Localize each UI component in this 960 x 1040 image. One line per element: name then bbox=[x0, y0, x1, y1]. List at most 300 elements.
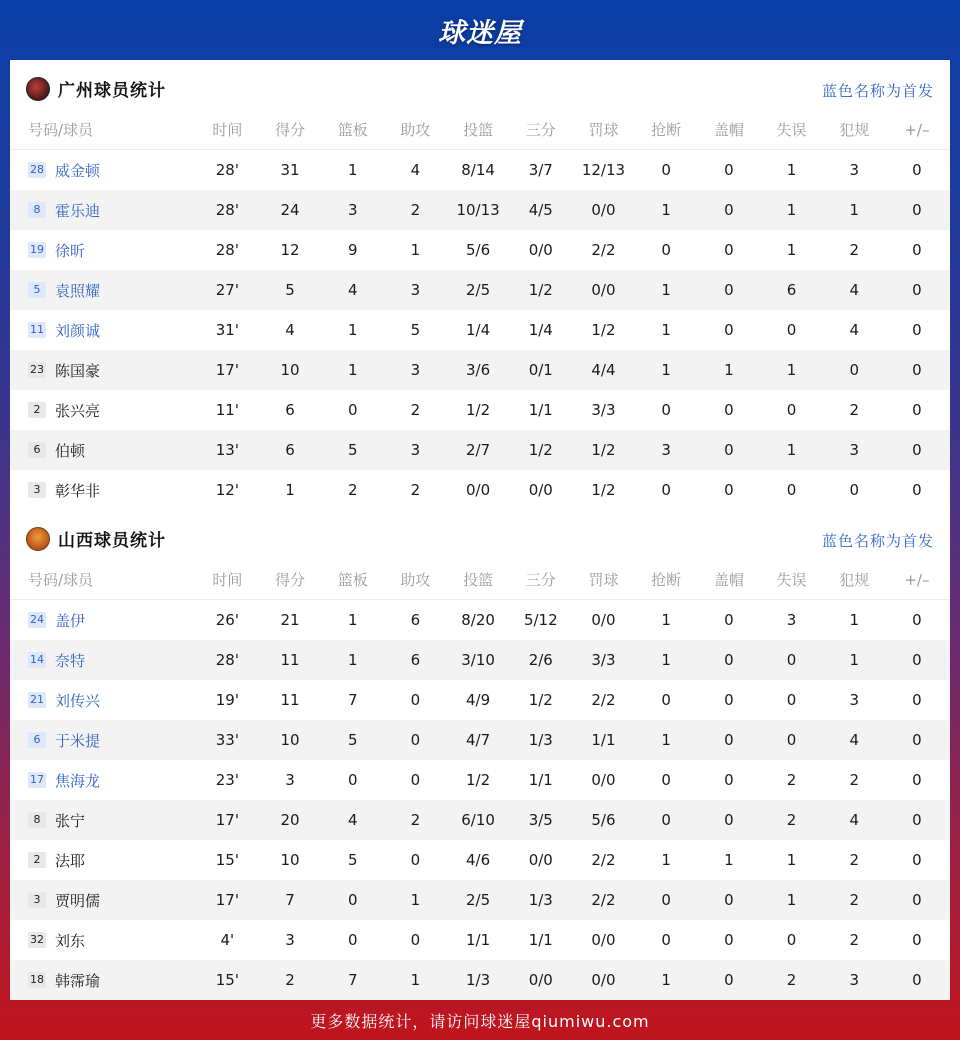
stat-cell: 1 bbox=[285, 481, 295, 499]
stat-cell: 3/3 bbox=[591, 651, 616, 669]
player-cell bbox=[10, 400, 196, 421]
stat-cell: 11' bbox=[215, 401, 239, 419]
stat-cell: 2/5 bbox=[466, 281, 491, 299]
stat-cell: 0 bbox=[912, 161, 922, 179]
player-cell bbox=[10, 850, 196, 871]
stat-cell: 17' bbox=[215, 361, 239, 379]
stat-cell: 7 bbox=[347, 691, 358, 709]
jersey-number: 32 bbox=[30, 933, 44, 946]
stat-cell: 26' bbox=[215, 611, 239, 629]
stat-cell: 1/1 bbox=[528, 931, 553, 949]
stat-cell: 1 bbox=[786, 241, 797, 259]
player-name: 伯顿 bbox=[55, 441, 86, 460]
stat-cell: 4 bbox=[849, 731, 859, 749]
table-header bbox=[10, 110, 950, 150]
stat-cell: 5 bbox=[410, 321, 421, 339]
team-section-guangzhou bbox=[10, 60, 950, 510]
stat-cell: 2/2 bbox=[591, 241, 616, 259]
table-header bbox=[10, 560, 950, 600]
stat-cell: 0 bbox=[912, 441, 922, 459]
stat-cell: 7 bbox=[285, 891, 295, 909]
stat-cell: 1/2 bbox=[528, 441, 553, 459]
stat-cell: 1 bbox=[410, 891, 421, 909]
stat-cell: 0 bbox=[724, 401, 734, 419]
stat-cell: 4/5 bbox=[528, 201, 553, 219]
player-cell[interactable] bbox=[10, 160, 196, 181]
column-header: 抢断 bbox=[651, 571, 682, 589]
player-row bbox=[10, 310, 950, 350]
player-name[interactable]: 盖伊 bbox=[55, 611, 86, 630]
stat-cell: 0 bbox=[912, 651, 922, 669]
player-cell[interactable] bbox=[10, 730, 196, 751]
stat-cell: 0 bbox=[912, 241, 922, 259]
header bbox=[0, 0, 960, 60]
stat-cell: 2 bbox=[410, 811, 421, 829]
column-header: 得分 bbox=[275, 571, 306, 589]
column-header: 号码/球员 bbox=[28, 571, 94, 589]
player-row bbox=[10, 640, 950, 680]
column-header: 抢断 bbox=[651, 121, 682, 139]
stat-cell: 28' bbox=[215, 241, 239, 259]
stat-cell: 1/1 bbox=[591, 731, 616, 749]
stat-cell: 6/10 bbox=[461, 811, 495, 829]
stat-cell: 0 bbox=[912, 611, 922, 629]
player-row bbox=[10, 190, 950, 230]
stat-cell: 2/2 bbox=[591, 851, 616, 869]
column-header: 犯规 bbox=[839, 571, 870, 589]
jersey-number: 11 bbox=[30, 323, 44, 336]
stat-cell: 0 bbox=[786, 321, 797, 339]
jersey-number: 8 bbox=[28, 812, 46, 828]
stat-cell: 12 bbox=[280, 241, 300, 259]
column-header: 三分 bbox=[525, 121, 556, 139]
stat-cell: 19' bbox=[215, 691, 239, 709]
stat-cell: 28' bbox=[215, 651, 239, 669]
stat-cell: 0 bbox=[912, 851, 922, 869]
stat-cell: 0 bbox=[661, 691, 671, 709]
player-row bbox=[10, 430, 950, 470]
stat-cell: 2 bbox=[410, 481, 421, 499]
player-row bbox=[10, 270, 950, 310]
stat-cell: 8/14 bbox=[461, 161, 495, 179]
stat-cell: 3 bbox=[285, 771, 295, 789]
jersey-number: 17 bbox=[30, 773, 44, 786]
stat-cell: 3/6 bbox=[466, 361, 491, 379]
stat-cell: 8/20 bbox=[461, 611, 495, 629]
stat-cell: 1 bbox=[661, 361, 671, 379]
stat-cell: 3/3 bbox=[591, 401, 616, 419]
stat-cell: 0 bbox=[912, 401, 922, 419]
player-cell[interactable] bbox=[10, 280, 196, 301]
team-title: 广州球员统计 bbox=[58, 81, 166, 101]
stat-cell: 3 bbox=[849, 691, 859, 709]
column-header: 助攻 bbox=[400, 121, 431, 139]
stat-cell: 1 bbox=[410, 971, 421, 989]
stat-cell: 3 bbox=[410, 361, 421, 379]
footer-banner[interactable]: 更多数据统计，请访问球迷屋qiumiwu.com bbox=[310, 1011, 650, 1031]
stat-cell: 3 bbox=[410, 281, 421, 299]
stat-cell: 0 bbox=[724, 651, 734, 669]
stat-cell: 3 bbox=[786, 611, 797, 629]
column-header: 三分 bbox=[525, 571, 556, 589]
stat-cell: 0 bbox=[661, 241, 671, 259]
column-header: +/– bbox=[904, 120, 930, 139]
column-header: 失误 bbox=[776, 571, 807, 589]
stat-cell: 0 bbox=[912, 281, 922, 299]
player-name[interactable]: 焦海龙 bbox=[55, 771, 101, 790]
player-name: 韩霈瑜 bbox=[55, 971, 101, 990]
stat-cell: 0 bbox=[724, 771, 734, 789]
team-title: 山西球员统计 bbox=[58, 531, 166, 551]
stat-cell: 0 bbox=[724, 971, 734, 989]
stat-cell: 1/4 bbox=[528, 321, 553, 339]
stats-panel bbox=[10, 60, 950, 1000]
stat-cell: 1 bbox=[661, 321, 671, 339]
stat-cell: 1 bbox=[849, 611, 859, 629]
stat-cell: 6 bbox=[285, 441, 295, 459]
player-row bbox=[10, 800, 950, 840]
stat-cell: 3 bbox=[285, 931, 295, 949]
stat-cell: 2 bbox=[786, 971, 797, 989]
jersey-number: 8 bbox=[28, 202, 46, 218]
stat-cell: 1 bbox=[661, 971, 671, 989]
player-name[interactable]: 于米提 bbox=[55, 731, 101, 750]
stat-cell: 0 bbox=[410, 731, 421, 749]
stat-cell: 31' bbox=[215, 321, 239, 339]
stat-cell: 1 bbox=[347, 361, 358, 379]
player-cell[interactable] bbox=[10, 650, 196, 671]
stat-cell: 2 bbox=[786, 811, 797, 829]
player-row bbox=[10, 720, 950, 760]
stat-cell: 0 bbox=[912, 361, 922, 379]
player-cell bbox=[10, 360, 196, 381]
column-header: 时间 bbox=[212, 121, 243, 139]
stat-cell: 0 bbox=[724, 201, 734, 219]
column-header: 篮板 bbox=[337, 121, 368, 139]
stat-cell: 3 bbox=[849, 161, 859, 179]
player-row bbox=[10, 960, 950, 1000]
stat-cell: 1 bbox=[347, 321, 358, 339]
stat-cell: 0 bbox=[410, 771, 421, 789]
stat-cell: 0 bbox=[661, 481, 671, 499]
stat-cell: 1/3 bbox=[528, 731, 553, 749]
player-name: 刘东 bbox=[55, 931, 86, 950]
stat-cell: 0 bbox=[912, 931, 922, 949]
player-name[interactable]: 刘传兴 bbox=[55, 691, 101, 710]
jersey-number: 23 bbox=[30, 363, 44, 376]
stat-cell: 0 bbox=[724, 161, 734, 179]
stat-cell: 17' bbox=[215, 891, 239, 909]
stat-cell: 2/2 bbox=[591, 691, 616, 709]
stat-cell: 1/4 bbox=[466, 321, 491, 339]
jersey-number: 2 bbox=[28, 402, 46, 418]
stat-cell: 3 bbox=[661, 441, 671, 459]
stat-cell: 1 bbox=[661, 851, 671, 869]
stat-cell: 1 bbox=[661, 281, 671, 299]
stat-cell: 2 bbox=[285, 971, 295, 989]
player-name: 张宁 bbox=[55, 811, 86, 830]
stat-cell: 2 bbox=[347, 481, 358, 499]
stat-cell: 0 bbox=[661, 811, 671, 829]
player-row bbox=[10, 470, 950, 510]
stat-cell: 0 bbox=[347, 771, 358, 789]
stat-cell: 4' bbox=[220, 931, 235, 949]
stat-cell: 5/6 bbox=[591, 811, 616, 829]
jersey-number: 2 bbox=[28, 852, 46, 868]
stat-cell: 1 bbox=[661, 731, 671, 749]
stat-cell: 3 bbox=[410, 441, 421, 459]
stat-cell: 0 bbox=[347, 401, 358, 419]
stat-cell: 2/5 bbox=[466, 891, 491, 909]
stat-cell: 2 bbox=[849, 771, 859, 789]
stat-cell: 3 bbox=[849, 971, 859, 989]
player-name[interactable]: 刘颜诚 bbox=[55, 321, 101, 340]
stat-cell: 1/2 bbox=[591, 321, 616, 339]
stat-cell: 1 bbox=[661, 611, 671, 629]
stat-cell: 1 bbox=[724, 851, 734, 869]
shanxi-team-logo-icon bbox=[26, 527, 50, 551]
stat-cell: 11 bbox=[280, 651, 300, 669]
stat-cell: 1/2 bbox=[591, 481, 616, 499]
stat-cell: 12' bbox=[215, 481, 239, 499]
stat-cell: 0 bbox=[912, 811, 922, 829]
stat-cell: 1/3 bbox=[528, 891, 553, 909]
stat-cell: 5 bbox=[347, 731, 358, 749]
stat-cell: 0 bbox=[912, 891, 922, 909]
stat-cell: 6 bbox=[410, 611, 421, 629]
stat-cell: 1/3 bbox=[466, 971, 491, 989]
stat-cell: 4 bbox=[849, 281, 859, 299]
stat-cell: 0 bbox=[786, 401, 797, 419]
stat-cell: 5/12 bbox=[523, 611, 558, 629]
player-name[interactable]: 袁照耀 bbox=[55, 281, 101, 300]
stat-cell: 1 bbox=[786, 161, 797, 179]
stat-cell: 4/7 bbox=[466, 731, 491, 749]
stat-cell: 0/0 bbox=[528, 481, 553, 499]
stat-cell: 0 bbox=[724, 811, 734, 829]
stat-cell: 1 bbox=[724, 361, 734, 379]
stat-cell: 1 bbox=[347, 651, 358, 669]
guangzhou-team-logo-icon bbox=[26, 77, 50, 101]
stat-cell: 9 bbox=[347, 241, 358, 259]
player-cell bbox=[10, 810, 196, 831]
stat-cell: 0 bbox=[661, 771, 671, 789]
player-name[interactable]: 徐昕 bbox=[55, 241, 86, 260]
stat-cell: 6 bbox=[786, 281, 797, 299]
player-cell[interactable] bbox=[10, 610, 196, 631]
stat-cell: 2 bbox=[849, 241, 859, 259]
jersey-number: 3 bbox=[28, 892, 46, 908]
stat-cell: 0 bbox=[849, 481, 859, 499]
stat-cell: 10 bbox=[280, 361, 300, 379]
stat-cell: 0/0 bbox=[466, 481, 491, 499]
stat-cell: 0 bbox=[849, 361, 859, 379]
stat-cell: 0 bbox=[912, 481, 922, 499]
player-name: 张兴亮 bbox=[55, 401, 101, 420]
team-title-row bbox=[10, 510, 950, 560]
stat-cell: 27' bbox=[215, 281, 239, 299]
stat-cell: 0 bbox=[786, 931, 797, 949]
stat-cell: 13' bbox=[215, 441, 239, 459]
stat-cell: 0/0 bbox=[591, 611, 616, 629]
player-cell[interactable] bbox=[10, 240, 196, 261]
stat-cell: 11 bbox=[280, 691, 300, 709]
player-cell bbox=[10, 970, 196, 991]
player-row bbox=[10, 600, 950, 640]
column-header: 时间 bbox=[212, 571, 243, 589]
stat-cell: 6 bbox=[285, 401, 295, 419]
stat-cell: 0 bbox=[724, 241, 734, 259]
stat-cell: 1 bbox=[786, 851, 797, 869]
player-row bbox=[10, 680, 950, 720]
stat-cell: 0 bbox=[724, 691, 734, 709]
column-header: 篮板 bbox=[337, 571, 368, 589]
player-cell bbox=[10, 440, 196, 461]
stat-cell: 0/0 bbox=[591, 931, 616, 949]
stat-cell: 6 bbox=[410, 651, 421, 669]
stat-cell: 1 bbox=[786, 201, 797, 219]
stat-cell: 0 bbox=[912, 691, 922, 709]
stat-cell: 5 bbox=[347, 441, 358, 459]
column-header: 盖帽 bbox=[713, 121, 744, 139]
stat-cell: 15' bbox=[215, 971, 239, 989]
stat-cell: 0 bbox=[724, 891, 734, 909]
stat-cell: 23' bbox=[215, 771, 239, 789]
stat-cell: 12/13 bbox=[581, 161, 626, 179]
stat-cell: 1 bbox=[849, 651, 859, 669]
jersey-number: 5 bbox=[28, 282, 46, 298]
stat-cell: 15' bbox=[215, 851, 239, 869]
player-name[interactable]: 威金顿 bbox=[55, 161, 101, 180]
stat-cell: 2 bbox=[849, 891, 859, 909]
stat-cell: 1/2 bbox=[466, 401, 491, 419]
jersey-number: 19 bbox=[30, 243, 44, 256]
stat-cell: 0 bbox=[661, 161, 671, 179]
stat-cell: 24 bbox=[280, 201, 300, 219]
stat-cell: 0 bbox=[661, 401, 671, 419]
player-name: 法耶 bbox=[55, 851, 86, 870]
stat-cell: 1 bbox=[849, 201, 859, 219]
stat-cell: 0/0 bbox=[591, 201, 616, 219]
stat-cell: 0 bbox=[724, 481, 734, 499]
player-cell[interactable] bbox=[10, 690, 196, 711]
stat-cell: 4/6 bbox=[466, 851, 491, 869]
column-header: 投篮 bbox=[463, 121, 494, 139]
stat-cell: 0 bbox=[724, 931, 734, 949]
column-header: 罚球 bbox=[588, 571, 619, 589]
stat-cell: 4 bbox=[410, 161, 421, 179]
stat-cell: 1 bbox=[786, 361, 797, 379]
stat-cell: 0 bbox=[724, 611, 734, 629]
team-section-shanxi bbox=[10, 510, 950, 1000]
jersey-number: 6 bbox=[28, 732, 46, 748]
stat-cell: 4 bbox=[849, 321, 859, 339]
team-title-row bbox=[10, 60, 950, 110]
stat-cell: 1/2 bbox=[466, 771, 491, 789]
stat-cell: 0 bbox=[912, 971, 922, 989]
stat-cell: 0 bbox=[912, 731, 922, 749]
stat-cell: 0 bbox=[410, 931, 421, 949]
stat-cell: 1 bbox=[410, 241, 421, 259]
stat-cell: 2 bbox=[410, 401, 421, 419]
stat-cell: 0/0 bbox=[528, 241, 553, 259]
stat-cell: 0 bbox=[347, 891, 358, 909]
stat-cell: 10/13 bbox=[456, 201, 500, 219]
stat-cell: 2 bbox=[786, 771, 797, 789]
starter-note: 蓝色名称为首发 bbox=[821, 532, 934, 550]
stat-cell: 0 bbox=[724, 321, 734, 339]
stat-cell: 1/1 bbox=[528, 401, 553, 419]
starter-note: 蓝色名称为首发 bbox=[821, 82, 934, 100]
player-cell[interactable] bbox=[10, 320, 196, 341]
stat-cell: 10 bbox=[280, 851, 300, 869]
stat-cell: 5 bbox=[285, 281, 295, 299]
stat-cell: 2 bbox=[849, 851, 859, 869]
player-name: 陈国豪 bbox=[55, 361, 101, 380]
stat-cell: 0 bbox=[912, 321, 922, 339]
player-name: 贾明儒 bbox=[55, 891, 101, 910]
stat-cell: 0 bbox=[661, 931, 671, 949]
stat-cell: 21 bbox=[280, 611, 300, 629]
stat-cell: 1/1 bbox=[466, 931, 491, 949]
stat-cell: 4 bbox=[849, 811, 859, 829]
stat-cell: 5 bbox=[347, 851, 358, 869]
player-name[interactable]: 霍乐迪 bbox=[55, 201, 101, 220]
stat-cell: 31 bbox=[280, 161, 300, 179]
stat-cell: 4 bbox=[347, 811, 358, 829]
player-cell bbox=[10, 480, 196, 501]
stat-cell: 1/2 bbox=[528, 691, 553, 709]
player-row bbox=[10, 880, 950, 920]
stat-cell: 0 bbox=[786, 691, 797, 709]
stat-cell: 0 bbox=[786, 481, 797, 499]
player-row bbox=[10, 230, 950, 270]
jersey-number: 14 bbox=[30, 653, 44, 666]
stat-cell: 3/10 bbox=[461, 651, 495, 669]
stat-cell: 4 bbox=[285, 321, 295, 339]
player-cell[interactable] bbox=[10, 770, 196, 791]
stat-cell: 3/7 bbox=[528, 161, 553, 179]
player-name[interactable]: 奈特 bbox=[55, 651, 86, 670]
stat-cell: 28' bbox=[215, 201, 239, 219]
player-row bbox=[10, 840, 950, 880]
player-cell[interactable] bbox=[10, 200, 196, 221]
player-row bbox=[10, 150, 950, 190]
column-header: 罚球 bbox=[588, 121, 619, 139]
stat-cell: 5/6 bbox=[466, 241, 491, 259]
column-header: 盖帽 bbox=[713, 571, 744, 589]
stat-cell: 0 bbox=[786, 731, 797, 749]
stat-cell: 1 bbox=[786, 441, 797, 459]
stat-cell: 0 bbox=[912, 201, 922, 219]
stat-cell: 1 bbox=[661, 651, 671, 669]
column-header: 失误 bbox=[776, 121, 807, 139]
stat-cell: 0 bbox=[724, 731, 734, 749]
stat-cell: 1 bbox=[661, 201, 671, 219]
column-header: 号码/球员 bbox=[28, 121, 94, 139]
stat-cell: 7 bbox=[347, 971, 358, 989]
stat-cell: 10 bbox=[280, 731, 300, 749]
stat-cell: 2 bbox=[849, 931, 859, 949]
jersey-number: 24 bbox=[30, 613, 44, 626]
stat-cell: 28' bbox=[215, 161, 239, 179]
stat-cell: 1/1 bbox=[528, 771, 553, 789]
player-row bbox=[10, 920, 950, 960]
player-cell bbox=[10, 890, 196, 911]
stat-cell: 33' bbox=[215, 731, 239, 749]
jersey-number: 21 bbox=[30, 693, 44, 706]
jersey-number: 28 bbox=[30, 163, 44, 176]
